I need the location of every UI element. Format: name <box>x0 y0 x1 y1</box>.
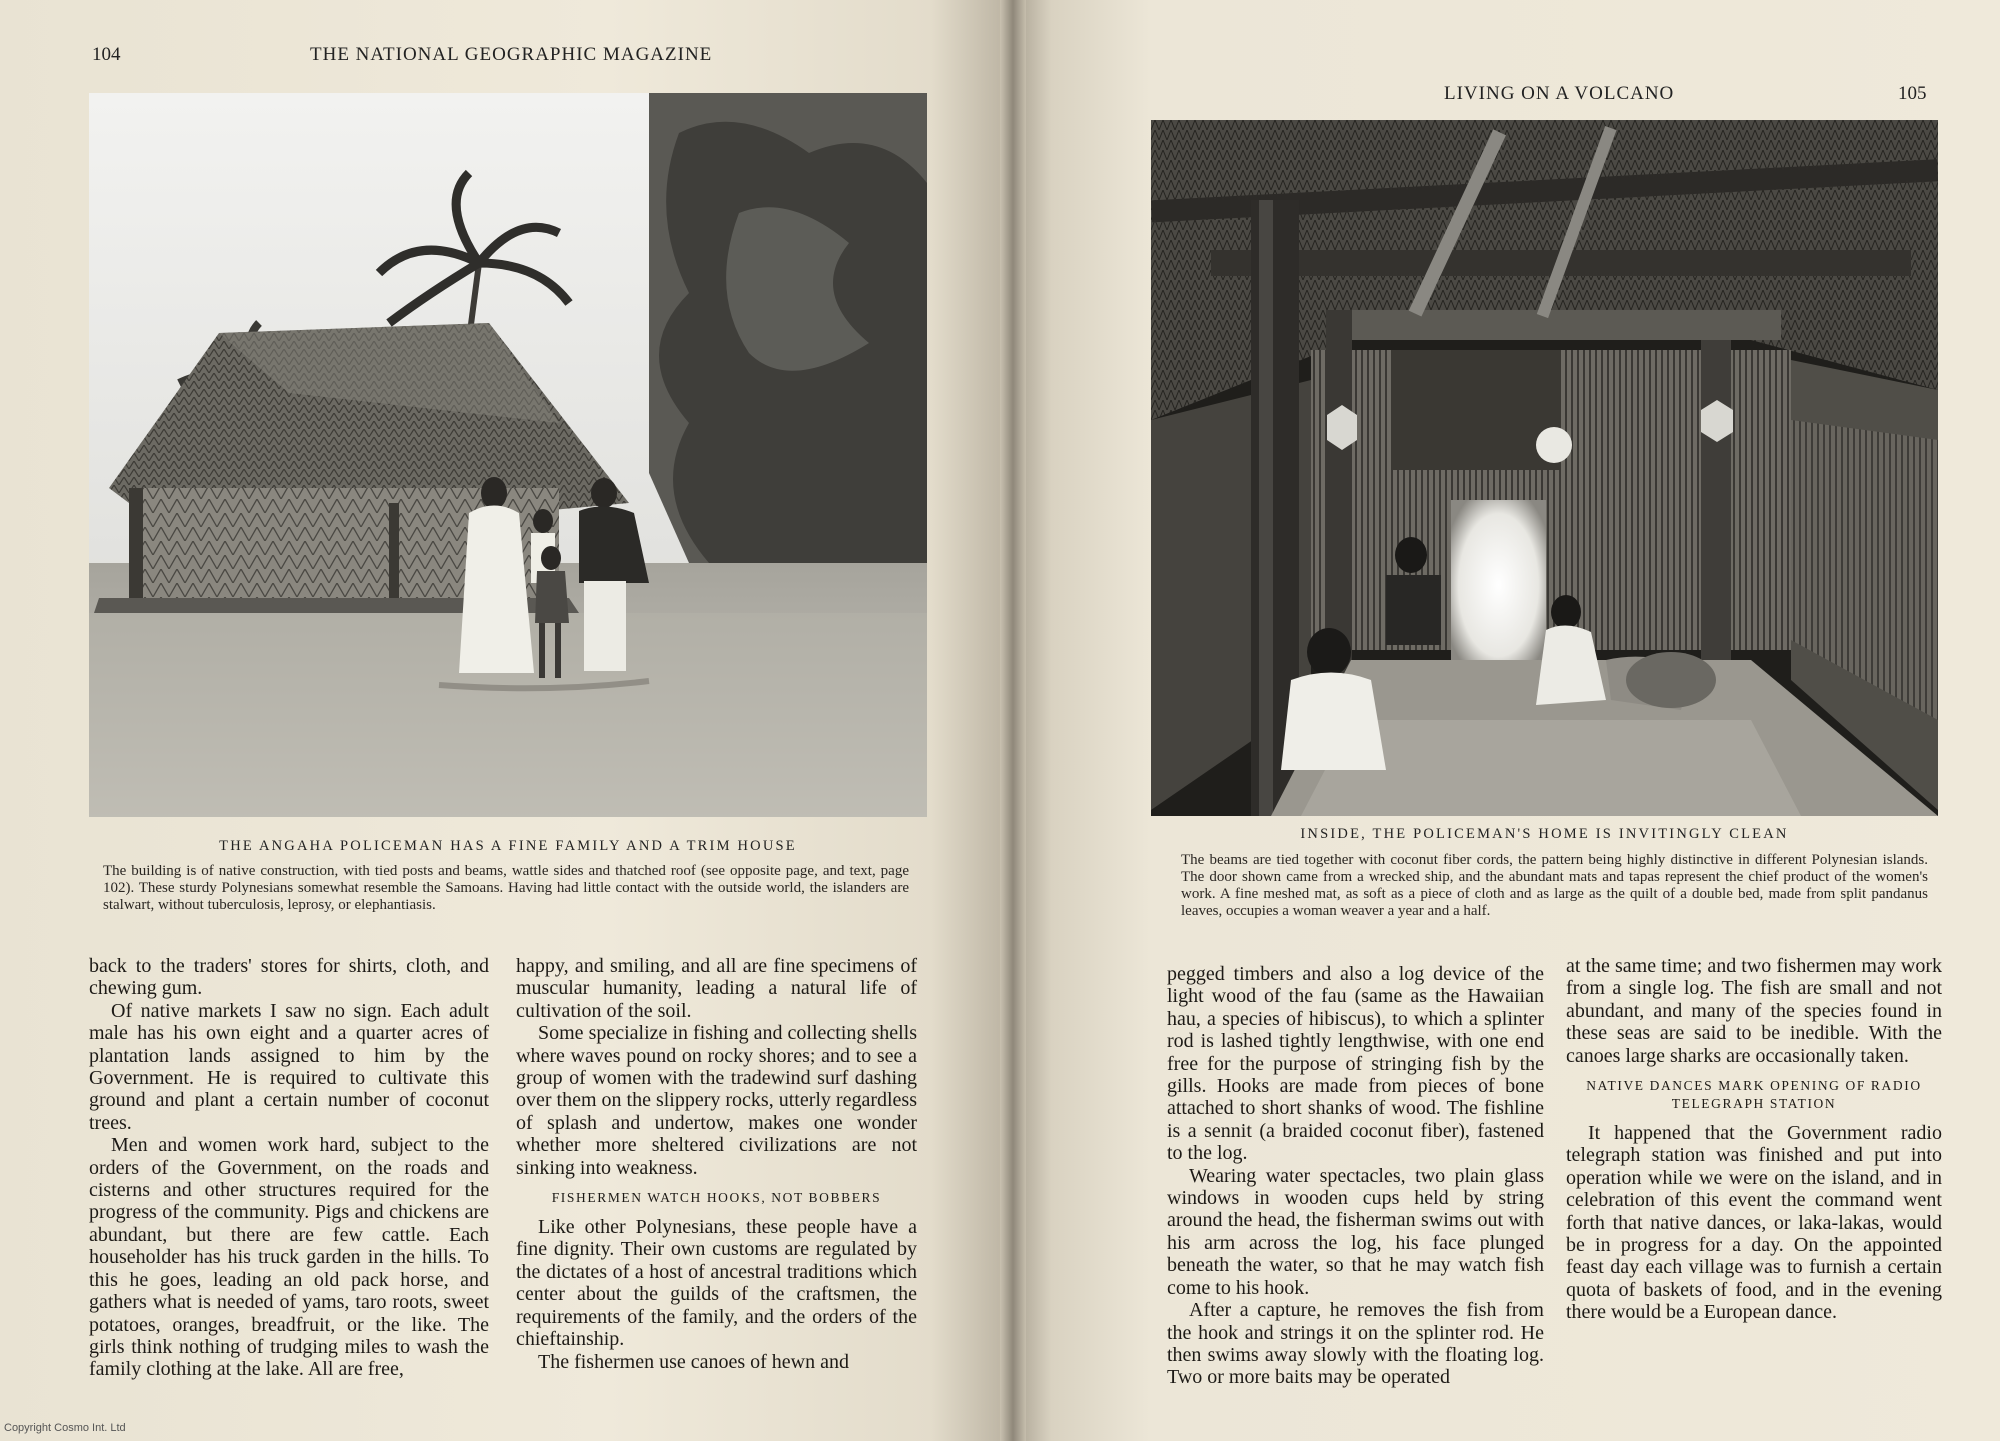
book-gutter <box>1000 0 1026 1441</box>
paragraph: Like other Polynesians, these people have a fine dignity. Their own customs are regulated by the dictates of a host of ancestral traditions which center about the guilds of the craftsmen, the requirements of the family, and the orders of the chieftainship. <box>516 1216 917 1351</box>
subheading: NATIVE DANCES MARK OPENING OF RADIO TELEGRAPH STATION <box>1586 1078 1922 1112</box>
paragraph: Wearing water spectacles, two plain glass windows in wooden cups held by string around the head, the fisherman swims out with his arm across the log, his face plunged beneath the water, so that he may watch fish come to his hook. <box>1167 1164 1544 1299</box>
paragraph: Some specialize in fishing and collecting shells where waves pound on rocky shores; and to see a group of women with the tradewind surf dashing over them on the slippery rocks, utterly regardless of splash and undertow, makes one wonder whether more sheltered civilizations are not sinking into weakness. <box>516 1022 917 1179</box>
right-caption-title: INSIDE, THE POLICEMAN'S HOME IS INVITINGLY CLEAN <box>1300 826 1789 842</box>
policeman-interior-photo <box>1151 120 1938 816</box>
paragraph: The fishermen use canoes of hewn and <box>538 1350 849 1373</box>
left-running-head: THE NATIONAL GEOGRAPHIC MAGAZINE <box>310 44 713 65</box>
paragraph: pegged timbers and also a log device of the light wood of the fau (same as the Hawaiian hau, a species of hibiscus), to which a splinter rod is lashed tightly lengthwise, with one end free for the purpose of stringing fish by the gills. Hooks are made from pieces of bone attached to short shanks of wood. The fishline is a sennit (a braided coconut fiber), fastened to the log. <box>1167 963 1544 1165</box>
paragraph: back to the traders' stores for shirts, cloth, and chewing gum. <box>89 955 489 1000</box>
paragraph: After a capture, he removes the fish from the hook and strings it on the splinter rod. He then swims away slowly with the floating log. Two or more baits may be operated <box>1167 1299 1544 1389</box>
left-page-number: 104 <box>92 44 121 65</box>
right-caption-body: The beams are tied together with coconut fiber cords, the pattern being highly distinctive in different Polynesian islands. The door shown came from a wrecked ship, and the abundant mats and tapas represent the chief product of the women's work. A fine meshed mat, as soft as a piece of cloth and as large as the quilt of a double bed, made from split pandanus leaves, occupies a woman weaver a year and a half. <box>1181 852 1928 919</box>
subheading: FISHERMEN WATCH HOOKS, NOT BOBBERS <box>551 1190 882 1206</box>
paragraph: Men and women work hard, subject to the orders of the Government, on the roads and cisterns and other structures required for the progress of the community. Pigs and chickens are abundant, but there are few cattle. Each householder has his truck garden in the hills. To this he goes, leading an old pack horse, and gathers what is needed of yams, taro roots, sweet potatoes, oranges, breadfruit, or the like. The girls think nothing of trudging miles to wash the family clothing at the lake. All are free, <box>89 1134 489 1381</box>
right-page-column-1 <box>1167 963 1544 1389</box>
right-page-column-2 <box>1566 955 1942 1324</box>
left-caption-title: THE ANGAHA POLICEMAN HAS A FINE FAMILY AND A TRIM HOUSE <box>219 838 797 854</box>
left-caption-body: The building is of native construction, with tied posts and beams, wattle sides and thatched roof (see opposite page, and text, page 102). These sturdy Polynesians somewhat resemble the Samoans. Having had little contact with the outside world, the islanders are stalwart, without tuberculosis, leprosy, or elephantiasis. <box>103 863 909 913</box>
paragraph: It happened that the Government radio telegraph station was finished and put into operation while we were on the island, and in celebration of this event the command went forth that native dances, or laka-lakas, would be in progress for a day. On the appointed feast day each village was to furnish a certain quota of baskets of food, and in the evening there would be a European dance. <box>1566 1122 1942 1324</box>
left-page-column-1 <box>89 955 489 1381</box>
right-page-number: 105 <box>1898 83 1927 104</box>
paragraph: Of native markets I saw no sign. Each adult male has his own eight and a quarter acres of plantation lands assigned to him by the Government. He is required to cultivate this ground and plant a certain number of coconut trees. <box>89 999 489 1134</box>
angaha-house-photo <box>89 93 927 817</box>
left-page-column-2 <box>516 955 917 1373</box>
right-running-head: LIVING ON A VOLCANO <box>1444 83 1675 104</box>
copyright-watermark: Copyright Cosmo Int. Ltd <box>4 1422 126 1434</box>
paragraph: happy, and smiling, and all are fine specimens of muscular humanity, leading a natural life of cultivation of the soil. <box>516 955 917 1022</box>
paragraph: at the same time; and two fishermen may work from a single log. The fish are small and not abundant, and many of the species found in these seas are said to be inedible. With the canoes large sharks are occasionally taken. <box>1566 955 1942 1067</box>
